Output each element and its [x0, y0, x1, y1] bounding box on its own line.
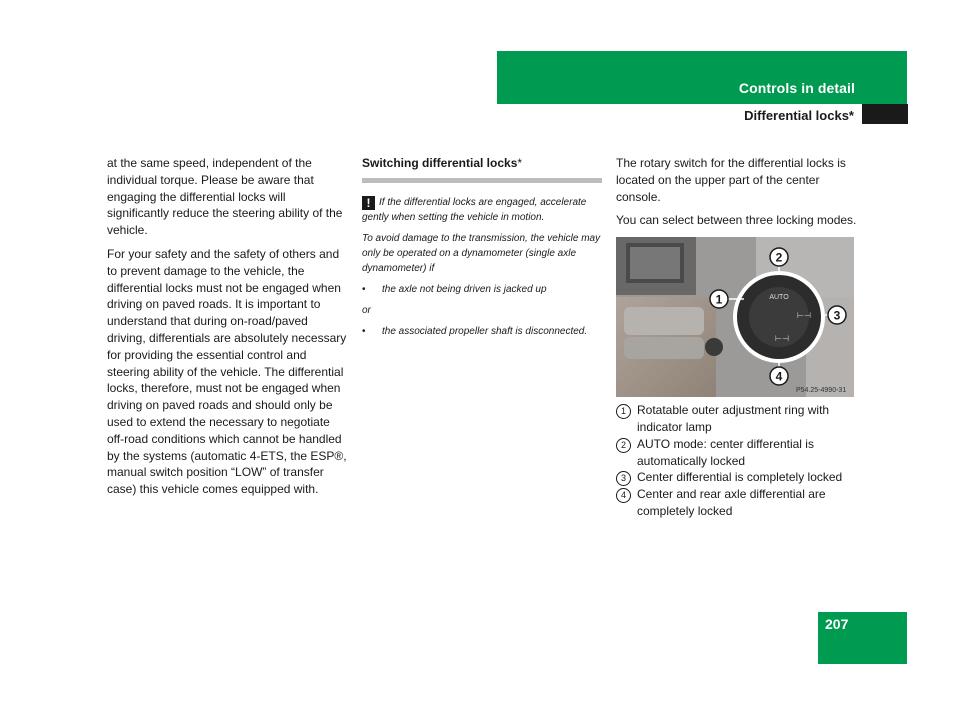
svg-text:⊢⊣: ⊢⊣ — [797, 311, 811, 321]
warning-paragraph: To avoid damage to the transmission, the vehicle may only be operated on a dynamometer (single axle dynamometer) if — [362, 232, 601, 274]
callout-4 — [770, 367, 788, 385]
paragraph: The rotary switch for the differential locks is located on the upper part of the center console. — [616, 156, 846, 204]
legend-item — [616, 402, 858, 436]
bullet-dot: • — [362, 325, 366, 337]
legend-text: Center and rear axle differential are completely locked — [637, 487, 826, 519]
column-left — [107, 155, 347, 505]
bullet-text: the axle not being driven is jacked up — [382, 283, 547, 295]
svg-text:⊢⊣: ⊢⊣ — [775, 334, 789, 344]
warning-box — [362, 195, 602, 339]
legend-text: Rotatable outer adjustment ring with indicator lamp — [637, 403, 830, 434]
column-middle — [362, 155, 602, 345]
callout-1 — [710, 290, 728, 308]
page-number-block — [818, 612, 907, 664]
warning-text: If the differential locks are engaged, accelerate gently when setting the vehicle in motion. — [362, 196, 587, 223]
legend-number: 3 — [616, 471, 631, 486]
legend-number: 1 — [616, 404, 631, 419]
svg-text:1: 1 — [715, 292, 723, 307]
legend-list — [616, 402, 858, 520]
legend-item — [616, 469, 858, 486]
legend-item — [616, 436, 858, 470]
paragraph: For your safety and the safety of others and to prevent damage to the vehicle, the differential locks must not be engaged when driving on paved roads. It is important to understand that during on-road/paved driving, differentials are absolutely necessary for providing the essential control and steering ability of the vehicle. The differential locks, therefore, must not be engaged when driving on paved roads and should only be used to extend the necessary to negotiate off-road conditions which cannot be handled by the systems (automatic 4-ETS, the ESP®, manual switch position “LOW” of transfer case) this vehicle comes equipped with. — [107, 246, 347, 497]
svg-text:4: 4 — [775, 369, 783, 384]
sub-heading-text: Switching differential locks — [362, 156, 518, 170]
heading-rule — [362, 178, 602, 183]
bullet-dot: • — [362, 283, 366, 295]
callout-3 — [828, 306, 846, 324]
paragraph: at the same speed, independent of the individual torque. Please be aware that engaging the differential locks will significantly reduce the steering ability of the vehicle. — [107, 156, 343, 238]
column-right — [616, 155, 858, 520]
svg-text:2: 2 — [775, 250, 783, 265]
callout-2 — [770, 248, 788, 266]
legend-text: AUTO mode: center differential is automatically locked — [637, 436, 814, 468]
header-bar — [497, 51, 907, 104]
legend-item — [616, 486, 858, 520]
differential-switch-photo — [616, 237, 854, 397]
sub-heading — [362, 155, 602, 172]
bullet-item — [362, 324, 602, 339]
bullet-text: the associated propeller shaft is disconnected. — [382, 325, 588, 337]
section-tab-marker — [862, 104, 908, 124]
legend-number: 4 — [616, 488, 631, 503]
image-code: P54.25-4990-31 — [796, 387, 847, 395]
page-number: 207 — [825, 616, 849, 632]
legend-text: Center differential is completely locked — [637, 470, 843, 485]
legend-number: 2 — [616, 438, 631, 453]
bullet-item — [362, 282, 602, 297]
paragraph: You can select between three locking modes. — [616, 213, 857, 228]
asterisk: * — [517, 156, 523, 170]
svg-text:3: 3 — [833, 308, 841, 323]
warning-icon: ! — [362, 196, 375, 210]
section-title: Differential locks* — [744, 108, 854, 123]
chapter-title: Controls in detail — [738, 80, 855, 96]
or-text: or — [362, 304, 371, 316]
auto-label: AUTO — [769, 294, 789, 302]
warning-paragraph — [362, 195, 602, 225]
